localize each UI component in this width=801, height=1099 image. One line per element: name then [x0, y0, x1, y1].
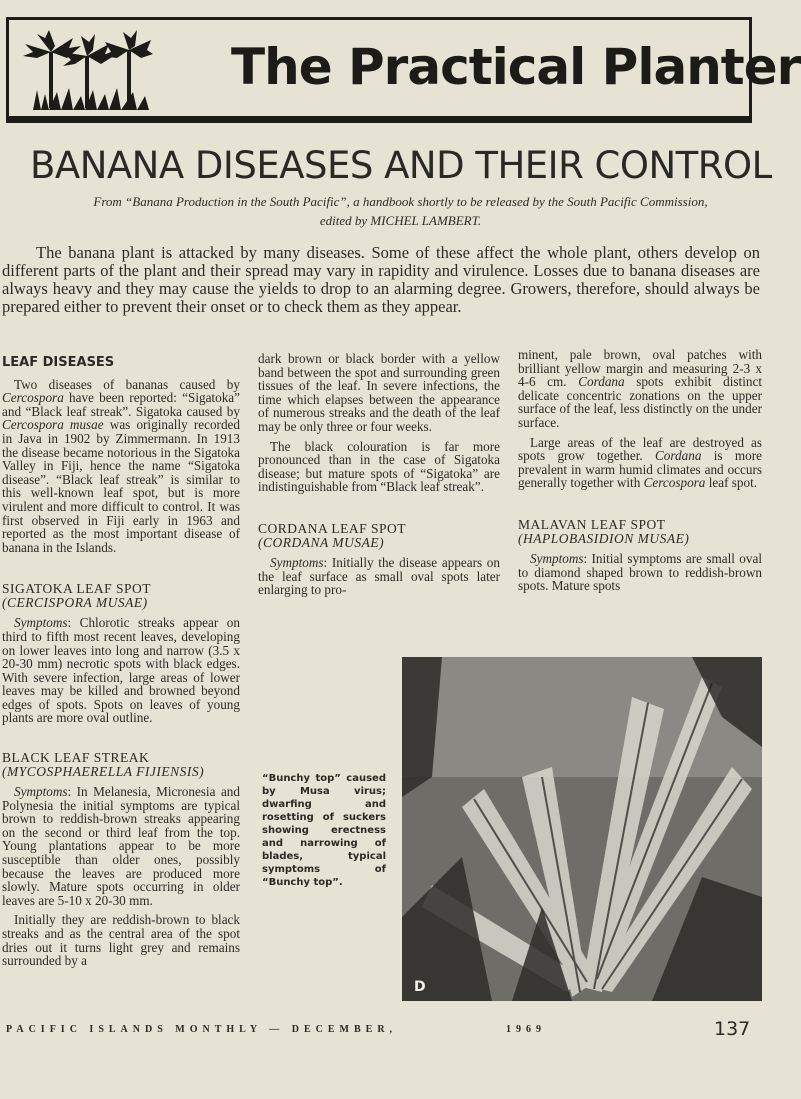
section-heading-leaf-diseases: LEAF DISEASES: [2, 355, 115, 370]
paragraph-malavan-symptoms: [518, 552, 762, 593]
article-source: [0, 192, 801, 230]
scientific-name: (HAPLOBASIDION MUSAE): [518, 530, 690, 546]
scientific-name: (CORDANA MUSAE): [258, 534, 385, 550]
scientific-name: (CERCISPORA MUSAE): [2, 595, 148, 611]
text-run: leaf spot.: [705, 475, 758, 491]
subheading-title: CORDANA LEAF SPOT: [258, 520, 407, 536]
paragraph-leaf-diseases: [2, 378, 240, 555]
text-run: have been reported: “Sigatoka” and “Black leaf streak”. Sigatoka caused by: [2, 390, 240, 419]
text-run: : Initially the disease appears on the leaf surface as small oval spots later enlarging to pro-: [258, 554, 500, 598]
paragraph-sigatoka-symptoms: [2, 616, 240, 725]
symptoms-label: Symptoms: [14, 784, 68, 800]
text-run: minent, pale brown, oval patches with brilliant yellow margin and measuring 2-3 x 4-6 cm.: [518, 347, 762, 390]
text-run: : Initial symptoms are small oval to diamond shaped brown to reddish-brown spots. Mature spots: [518, 550, 762, 594]
genus-name: Cercospora: [2, 390, 64, 406]
photo-caption: “Bunchy top” caused by Musa virus; dwarfing and rosetting of suckers showing erectness and narrowing of blades, typical symptoms of “Bunchy top”.: [262, 773, 386, 888]
column-2: [258, 352, 500, 603]
footer-magazine: PACIFIC ISLANDS MONTHLY — DECEMBER,: [6, 1024, 398, 1035]
subheading-title: SIGATOKA LEAF SPOT: [2, 581, 152, 597]
text-run: is more prevalent in warm humid climates and occurs generally together with: [518, 448, 762, 491]
text-run: : Chlorotic streaks appear on third to fifth most recent leaves, developing on lower leaves into long and narrow (3.5 x 20-30 mm) necrotic spots with black edges. With severe infection, large areas of lower leaves may be killed and browned beyond edges of spots. Spots on leaves of young plants are more oval outline.: [2, 615, 240, 726]
column-1: [2, 352, 240, 974]
genus-name: Cercospora: [643, 475, 706, 491]
masthead-title: The Practical Planter: [231, 38, 801, 96]
paragraph-black-leaf-streak-symptoms: [2, 785, 240, 907]
source-line-1: From “Banana Production in the South Pacific”, a handbook shortly to be released by the South Pacific Commission,: [93, 194, 708, 209]
paragraph-cordana-symptoms: [258, 556, 500, 597]
symptoms-label: Symptoms: [530, 550, 584, 566]
subheading-black-leaf-streak: [2, 751, 240, 779]
source-line-2: edited by MICHEL LAMBERT.: [319, 213, 482, 228]
page-footer: [6, 1018, 766, 1040]
genus-name: Cordana: [655, 448, 702, 464]
banana-plant-image: [402, 657, 762, 1001]
article-headline: BANANA DISEASES AND THEIR CONTROL: [30, 144, 772, 187]
page-number: 137: [714, 1018, 751, 1040]
genus-name: Cordana: [578, 374, 625, 390]
photo-corner-mark: D: [414, 979, 426, 995]
subheading-malavan: [518, 518, 762, 546]
scientific-name: (MYCOSPHAERELLA FIJIENSIS): [2, 764, 205, 780]
paragraph-col2-2: The black colouration is far more pronounced than in the case of Sigatoka disease; but mature spots of “Sigatoka” are indistinguishable from “Black leaf streak”.: [258, 438, 500, 495]
species-name: Cercospora musae: [2, 417, 104, 433]
masthead: [6, 17, 801, 119]
subheading-sigatoka: [2, 582, 240, 610]
text-run: spots exhibit distinct delicate concentric zonations on the upper surface of the leaf, less distinctly on the under surface.: [518, 374, 762, 430]
paragraph-col2-1: dark brown or black border with a yellow band between the spot and surrounding green tissues of the leaf. In severe infections, the time which elapses between the appearance of numerous streaks and the death of the leaf may be only three or four weeks.: [258, 351, 500, 434]
paragraph-col3-2: [518, 436, 762, 490]
intro-text: The banana plant is attacked by many diseases. Some of these affect the whole plant, others develop on different parts of the plant and their spread may vary in rapidity and virulence. Losses due to banana diseases are always heavy and they may cause the yields to drop to an alarming degree. Growers, therefore, should always be prepared either to prevent their onset or to check them as they appear.: [2, 243, 760, 316]
text-run: was originally recorded in Java in 1902 by Zimmermann. In 1913 the disease became notorious in the Sigatoka Valley in Fiji, hence the name “Sigatoka disease”. “Black leaf streak” is similar to this well-known leaf spot, but is more virulent and more difficult to control. It was first observed in Fiji early in 1963 and reported as the most important disease of banana in the Islands.: [2, 417, 240, 555]
bunchy-top-photo: [402, 657, 762, 1001]
text-run: Large areas of the leaf are destroyed as spots grow together.: [518, 434, 762, 464]
footer-year: 1969: [506, 1024, 546, 1035]
text-run: Two diseases of bananas caused by: [14, 376, 240, 392]
subheading-cordana: [258, 522, 500, 550]
subheading-title: MALAVAN LEAF SPOT: [518, 516, 666, 532]
subheading-title: BLACK LEAF STREAK: [2, 750, 150, 766]
symptoms-label: Symptoms: [14, 615, 68, 631]
article-intro: [2, 244, 760, 316]
palm-trees-icon: [23, 30, 153, 110]
paragraph-col3-1: [518, 348, 762, 430]
text-run: : In Melanesia, Micronesia and Polynesia the initial symptoms are typical brown to reddish-brown streaks appearing on the second or third leaf from the top. Young plantations appear to be more susceptible than older ones, possibly because the leaves are produced more slowly. Mature spots occurring in older leaves are 5-10 x 20-30 mm.: [2, 784, 240, 908]
paragraph-black-leaf-streak-2: Initially they are reddish-brown to black streaks and as the central area of the spot dries out it turns light grey and remains surrounded by a: [2, 912, 240, 969]
column-3: [518, 348, 762, 599]
symptoms-label: Symptoms: [270, 554, 324, 570]
